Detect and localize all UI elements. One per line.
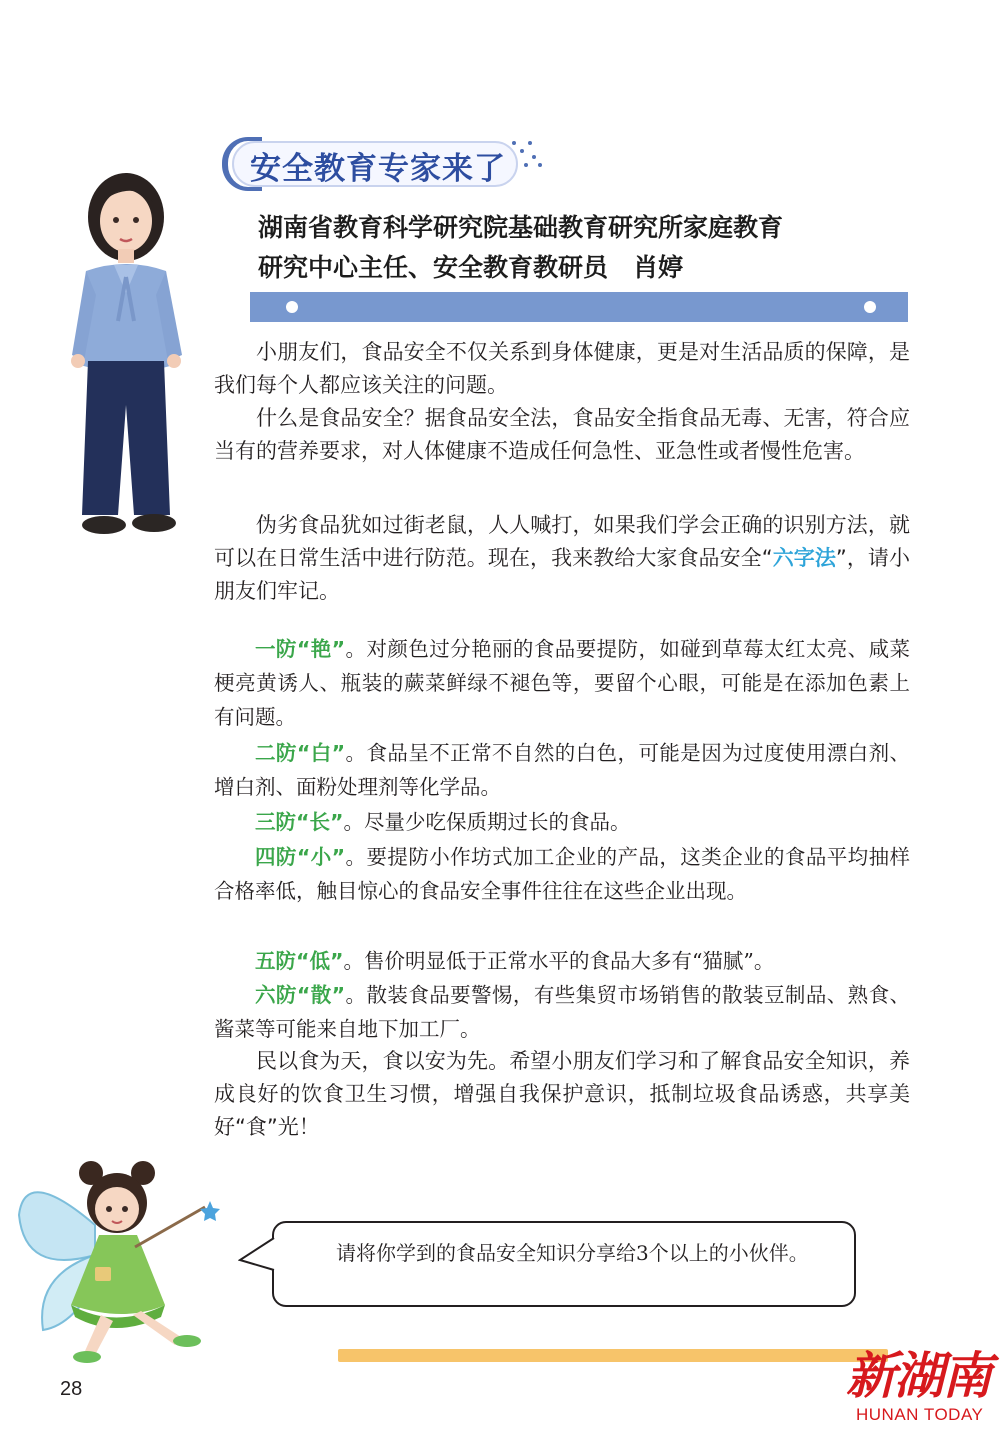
footer-bar xyxy=(338,1349,888,1362)
section-title-badge xyxy=(222,135,542,193)
logo-chinese-text: 新湖南 xyxy=(846,1346,990,1405)
page-number: 28 xyxy=(60,1378,83,1400)
intro-p3-text-before: 伪劣食品犹如过街老鼠，人人喊打，如果我们学会正确的识别方法，就可以在日常生活中进行防范。现在，我来教给大家食品安全“ xyxy=(214,513,910,570)
rule-item-6 xyxy=(214,978,910,1046)
rule-label-4: 四防“小” xyxy=(255,845,346,869)
six-word-method-highlight: 六字法 xyxy=(772,546,836,570)
closing-paragraph: 民以食为天，食以安为先。希望小朋友们学习和了解食品安全知识，养成良好的饮食卫生习惯，增强自我保护意识，抵制垃圾食品诱惑，共享美好“食”光！ xyxy=(214,1049,910,1139)
rule-text-3: 。尽量少吃保质期过长的食品。 xyxy=(343,810,631,834)
rule-text-5: 。售价明显低于正常水平的食品大多有“猫腻”。 xyxy=(343,949,775,973)
divider-bar xyxy=(250,292,908,322)
intro-paragraph-3 xyxy=(214,509,910,608)
rule-text-4: 。要提防小作坊式加工企业的产品，这类企业的食品平均抽样合格率低，触目惊心的食品安全事件往往在这些企业出现。 xyxy=(214,845,911,903)
rule-label-6: 六防“散” xyxy=(255,983,346,1007)
author-info xyxy=(258,208,783,288)
speech-bubble-tail xyxy=(238,1236,278,1276)
intro-p3-text-after: ”，请小朋友们牢记。 xyxy=(214,546,910,603)
rule-item-1 xyxy=(214,632,910,734)
author-line-2: 研究中心主任、安全教育教研员 肖婷 xyxy=(258,253,684,282)
rule-label-1: 一防“艳” xyxy=(255,637,346,661)
rule-label-2: 二防“白” xyxy=(255,741,346,765)
rule-item-2 xyxy=(214,736,910,804)
rule-text-2: 。食品呈不正常不自然的白色，可能是因为过度使用漂白剂、增白剂、面粉处理剂等化学品。 xyxy=(214,741,911,799)
teacher-illustration xyxy=(62,165,192,545)
bar-dot-left xyxy=(286,301,298,313)
section-title: 安全教育专家来了 xyxy=(250,151,506,187)
rule-text-6: 。散装食品要警惕，有些集贸市场销售的散装豆制品、熟食、酱菜等可能来自地下加工厂。 xyxy=(214,983,911,1041)
speech-bubble-text: 请将你学到的食品安全知识分享给3个以上的小伙伴。 xyxy=(336,1241,809,1265)
rule-label-3: 三防“长” xyxy=(255,810,344,834)
rule-item-4 xyxy=(214,840,910,908)
rule-item-3 xyxy=(214,805,910,839)
logo-english-text: HUNAN TODAY xyxy=(856,1405,984,1424)
sparkle-dots-icon xyxy=(508,135,548,175)
rule-label-5: 五防“低” xyxy=(255,949,344,973)
author-line-1: 湖南省教育科学研究院基础教育研究所家庭教育 xyxy=(258,213,784,242)
rule-item-5 xyxy=(214,944,910,978)
fairy-illustration xyxy=(15,1155,230,1370)
intro-paragraph-1: 小朋友们，食品安全不仅关系到身体健康，更是对生活品质的保障，是我们每个人都应该关注的问题。 xyxy=(214,340,910,397)
intro-paragraph-2: 什么是食品安全？据食品安全法，食品安全指食品无毒、无害，符合应当有的营养要求，对人体健康不造成任何急性、亚急性或者慢性危害。 xyxy=(214,406,910,463)
bar-dot-right xyxy=(864,301,876,313)
rule-text-1: 。对颜色过分艳丽的食品要提防，如碰到草莓太红太亮、咸菜梗亮黄诱人、瓶装的蕨菜鲜绿不褪色等，要留个心眼，可能是在添加色素上有问题。 xyxy=(214,637,911,729)
